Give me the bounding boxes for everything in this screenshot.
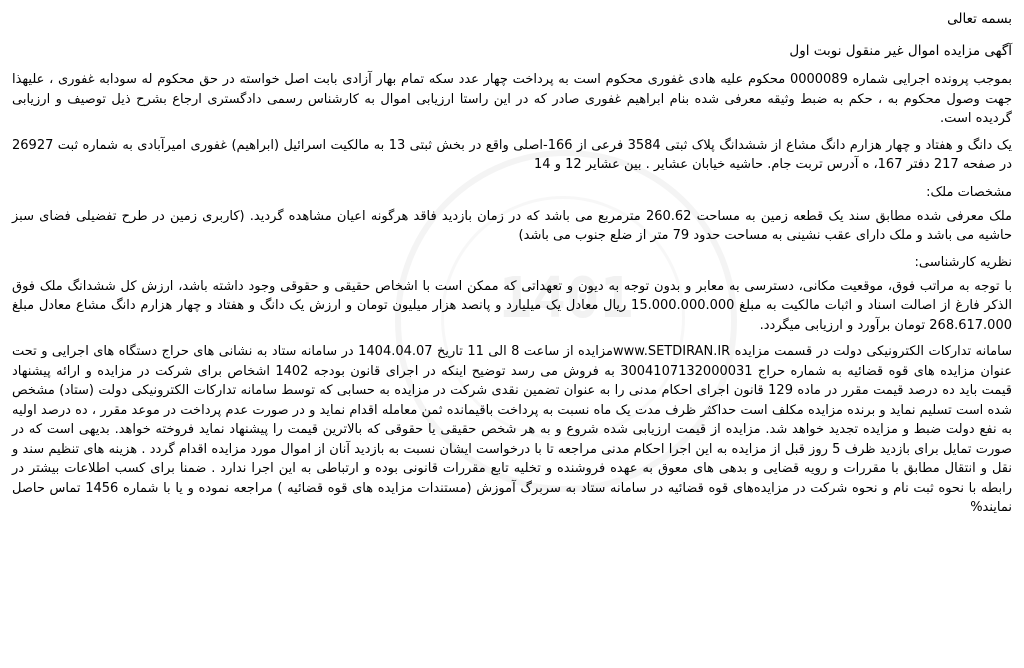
watermark-number: 1401	[498, 266, 634, 331]
notice-title: آگهی مزایده اموال غیر منقول نوبت اول	[789, 43, 1012, 59]
specs-heading: مشخصات ملک:	[926, 184, 1012, 200]
specs-paragraph: ملک معرفی شده مطابق سند یک قطعه زمین به مساحت 260.62 مترمربع می باشد که در زمان بازدید فاقد هرگونه اعیان مشاهده گردید. (کاربری زمین در طرح تفضیلی فضای سبز حاشیه می باشد و ملک دارای عقب نشینی به مساحت حدود 79 متر از ضلع جنوب می باشد)	[12, 208, 1012, 243]
expert-heading: نظریه کارشناسی:	[914, 254, 1012, 270]
bismillah-heading: بسمه تعالی	[947, 11, 1012, 27]
document-content	[12, 8, 1012, 518]
intro-paragraph: بموجب پرونده اجرایی شماره 0000089 محکوم علیه هادی غفوری محکوم است به پرداخت چهار عدد سکه تمام بهار آزادی بابت اصل خواسته در حق محکوم له سودابه غفوری ، علیهذا جهت وصول محکوم به ، حکم به ضبط وثیقه معرفی شده بنام ابراهیم غفوری صادر که در این راستا ارزیابی اموال به کارشناس رسمی دادگستری ارجاع بشرح ذیل توصیف و ارزیابی گردیده است.	[12, 72, 1012, 126]
expert-paragraph: با توجه به مراتب فوق، موقعیت مکانی، دسترسی به معابر و بدون توجه به دیون و تعهداتی که ممکن است با اشخاص حقیقی و حقوقی وجود داشته باشد، ارزش کل ششدانگ ملک فوق الذکر فارغ از اصالت اسناد و اثبات مالکیت به مبلغ 15.000.000.000 ریال معادل یک میلیارد و پانصد هزار میلیون تومان و ارزش یک دانگ و هفتاد و چهار هزارم دانگ مشاع معادل مبلغ 268.617.000 تومان برآورد و ارزیابی میگردد.	[12, 278, 1013, 333]
auction-paragraph: سامانه تدارکات الکترونیکی دولت در قسمت مزایده www.SETDIRAN.IRمزایده از ساعت 8 الی 11 تاریخ 1404.04.07 در سامانه ستاد به نشانی های حراج دستگاه های اجرایی و تحت عنوان مزایده های قوه قضائیه به شماره حراج 3004107132000031 به فروش می رسد توضیح اینکه در اجرای قانون بودجه 1402 اشخاص برای شرکت در مزایده و ارائه پیشنهاد قیمت باید ده درصد قیمت مقرر در ماده 129 قانون اجرای احکام مدنی را به عنوان تضمین نقدی شرکت در مزایده به حسابی که توسط سامانه تدارکات الکترونیکی دولت (ستاد) مشخص شده است تسلیم نماید و برنده مزایده مکلف است حداکثر ظرف مدت یک ماه نسبت به پرداخت باقیمانده ثمن معامله اقدام نماید و در صورت عدم پرداخت در موعد مقرر ، ده درصد اولیه به نفع دولت ضبط و مزایده تجدید خواهد شد. مزایده از قیمت ارزیابی شده شروع و به هر شخص حقیقی یا حقوقی که بالاترین قیمت را پیشنهاد نماید فروخته خواهد. بدیهی است که در صورت تمایل برای بازدید ظرف 5 روز قبل از مزایده به این اجرا احکام مدنی مراجعه تا با درخواست ایشان نسبت به بازدید آنان از اموال مورد مزایده اقدام گردد . هزینه های تنظیم سند و نقل و انتقال مطابق با مقررات و رویه قضایی و بدهی های معوق به عهده فروشنده و تخلیه تابع مقررات قانونی بوده و ارتباطی به این اجرا ندارد . ضمنا برای کسب اطلاعات بیشتر در رابطه با نحوه ثبت نام و نحوه شرکت در مزایده‌های قوه قضائیه در سامانه ستاد به سربرگ آموزش (مستندات مزایده های قوه قضائیه ) مراجعه نموده و یا با شماره 1456 تماس حاصل نمایند%	[12, 344, 1013, 515]
property-paragraph: یک دانگ و هفتاد و چهار هزارم دانگ مشاع از ششدانگ پلاک ثبتی 3584 فرعی از 166-اصلی واقع در بخش ثبتی 13 به مالکیت اسرائیل (ابراهیم) غفوری امیرآبادی به شماره ثبت 26927 در صفحه 217 دفتر 167، ه آدرس تربت جام. حاشیه خیابان عشایر . بین عشایر 12 و 14	[12, 137, 1012, 172]
